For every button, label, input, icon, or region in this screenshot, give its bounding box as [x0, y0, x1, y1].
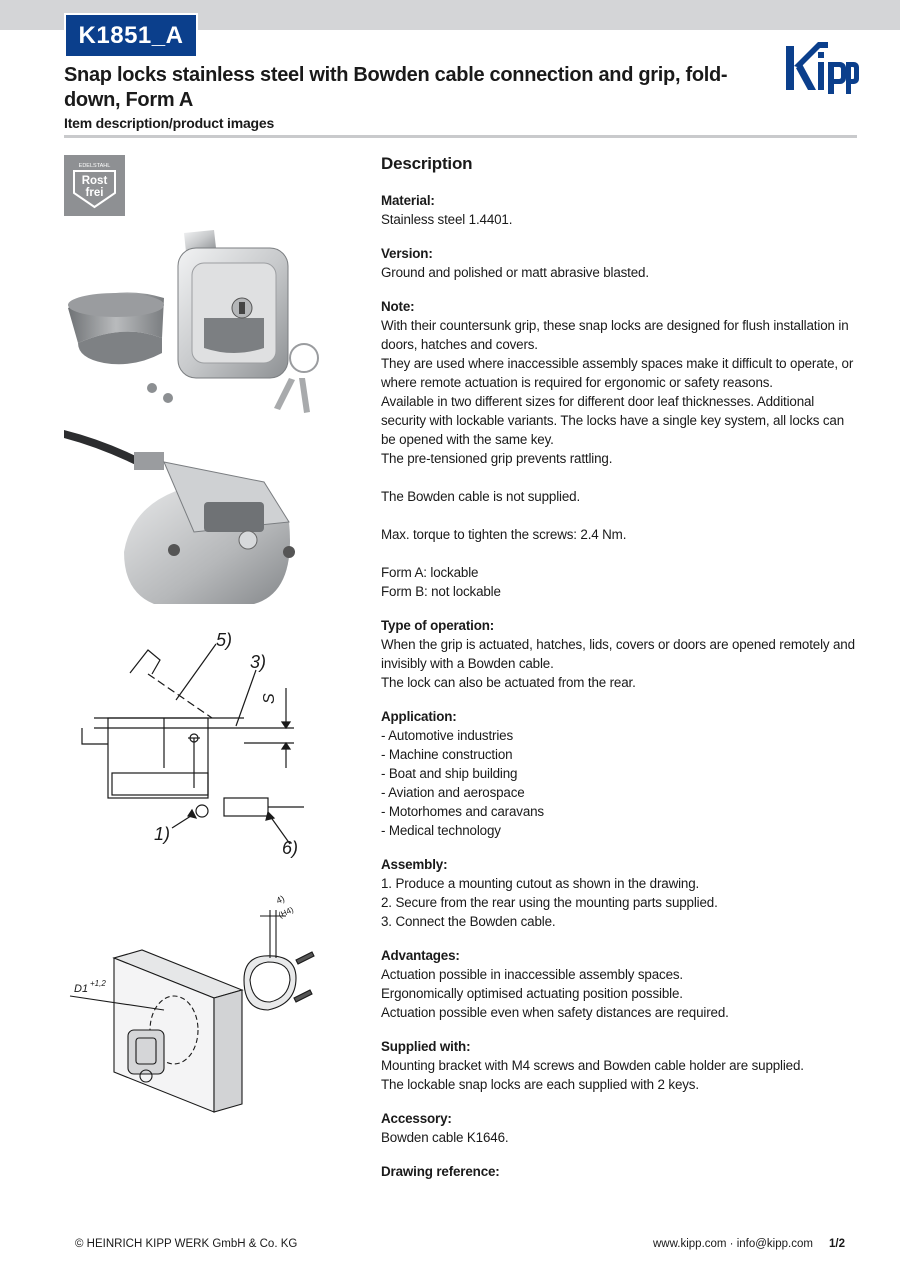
note-paragraph: They are used where inaccessible assembly spaces make it difficult to operate, or where remote actuation is required for ergonomic or safety reasons.: [381, 356, 854, 390]
supplied-section: [381, 1037, 861, 1094]
note-paragraph: Form A: lockable: [381, 565, 479, 580]
drawing-label-s: S: [261, 693, 278, 704]
note-paragraph: Form B: not lockable: [381, 584, 501, 599]
advantage-item: Actuation possible even when safety distances are required.: [381, 1005, 729, 1020]
description-heading: Description: [381, 154, 473, 173]
note-paragraph: The Bowden cable is not supplied.: [381, 489, 581, 504]
drawing-label-6: 6): [282, 838, 299, 858]
rostfrei-badge-graphic: [64, 155, 125, 216]
advantages-section: [381, 946, 861, 1022]
product-image-lock-parts: [64, 228, 322, 420]
description-column: [381, 153, 861, 1196]
note-paragraph: Available in two different sizes for different door leaf thicknesses. Additional security with lockable variants. The locks have a single key system, all locks can be opened with the same key.: [381, 394, 845, 447]
application-item: - Automotive industries: [381, 728, 514, 743]
operation-paragraph: The lock can also be actuated from the rear.: [381, 675, 636, 690]
supplied-label: Supplied with:: [381, 1039, 471, 1054]
product-code: K1851_A: [66, 15, 196, 56]
drawing-reference-section: [381, 1162, 861, 1181]
supplied-paragraph: The lockable snap locks are each supplied with 2 keys.: [381, 1077, 699, 1092]
stainless-steel-badge: [64, 155, 125, 216]
version-section: [381, 244, 861, 282]
advantages-label: Advantages:: [381, 948, 460, 963]
drawing-label-1: 1): [154, 824, 171, 844]
note-section: [381, 297, 861, 601]
drawing-reference-label: Drawing reference:: [381, 1164, 500, 1179]
version-text: Ground and polished or matt abrasive blasted.: [381, 265, 649, 280]
assembly-label: Assembly:: [381, 857, 448, 872]
supplied-paragraph: Mounting bracket with M4 screws and Bowden cable holder are supplied.: [381, 1058, 804, 1073]
accessory-text: Bowden cable K1646.: [381, 1130, 509, 1145]
drawing-label-5: 5): [216, 630, 233, 650]
page-title: Snap locks stainless steel with Bowden cable connection and grip, fold-down, Form A: [64, 64, 728, 111]
page-number: 1/2: [829, 1238, 845, 1250]
badge-line1: EDELSTAHL: [78, 163, 111, 169]
application-label: Application:: [381, 709, 457, 724]
assembly-step: 3. Connect the Bowden cable.: [381, 914, 556, 929]
application-item: - Medical technology: [381, 823, 501, 838]
application-item: - Motorhomes and caravans: [381, 804, 544, 819]
note-paragraph: With their countersunk grip, these snap locks are designed for flush installation in doors, hatches and covers.: [381, 318, 849, 352]
material-label: Material:: [381, 193, 435, 208]
operation-label: Type of operation:: [381, 618, 495, 633]
assembly-step: 2. Secure from the rear using the mounting parts supplied.: [381, 895, 718, 910]
badge-line2: Rost: [81, 175, 108, 187]
advantage-item: Actuation possible in inaccessible assembly spaces.: [381, 967, 683, 982]
page-subtitle: Item description/product images: [64, 115, 275, 131]
note-label: Note:: [381, 299, 415, 314]
drawing-label-h4: (H4): [277, 905, 295, 920]
note-paragraph: Max. torque to tighten the screws: 2.4 Nm.: [381, 527, 627, 542]
application-section: [381, 707, 861, 840]
operation-section: [381, 616, 861, 692]
footer-copyright: © HEINRICH KIPP WERK GmbH & Co. KG: [75, 1238, 298, 1250]
product-code-badge: [64, 13, 198, 58]
material-section: [381, 191, 861, 229]
accessory-label: Accessory:: [381, 1111, 452, 1126]
assembly-section: [381, 855, 861, 931]
accessory-section: [381, 1109, 861, 1147]
drawing-label-d1-tolerance: +1,2: [90, 979, 106, 988]
application-item: - Aviation and aerospace: [381, 785, 525, 800]
material-text: Stainless steel 1.4401.: [381, 212, 513, 227]
technical-drawing-assembly-view: [64, 880, 322, 1118]
kipp-logo: [782, 36, 860, 94]
drawing-label-d1: D1: [74, 983, 89, 995]
note-paragraph: The pre-tensioned grip prevents rattling.: [381, 451, 613, 466]
drawing-label-3: 3): [250, 652, 267, 672]
technical-drawing-side-view: [64, 618, 322, 868]
badge-line3: frei: [85, 187, 104, 199]
advantage-item: Ergonomically optimised actuating position possible.: [381, 986, 683, 1001]
assembly-step: 1. Produce a mounting cutout as shown in the drawing.: [381, 876, 700, 891]
product-image-bowden-cable: [64, 422, 322, 607]
drawing-label-4: 4): [274, 893, 287, 906]
version-label: Version:: [381, 246, 433, 261]
operation-paragraph: When the grip is actuated, hatches, lids, covers or doors are opened remotely and invisibly with a Bowden cable.: [381, 637, 855, 671]
application-item: - Boat and ship building: [381, 766, 518, 781]
footer-contact: www.kipp.com · info@kipp.com: [653, 1238, 813, 1250]
application-item: - Machine construction: [381, 747, 513, 762]
header-divider: [64, 135, 857, 138]
